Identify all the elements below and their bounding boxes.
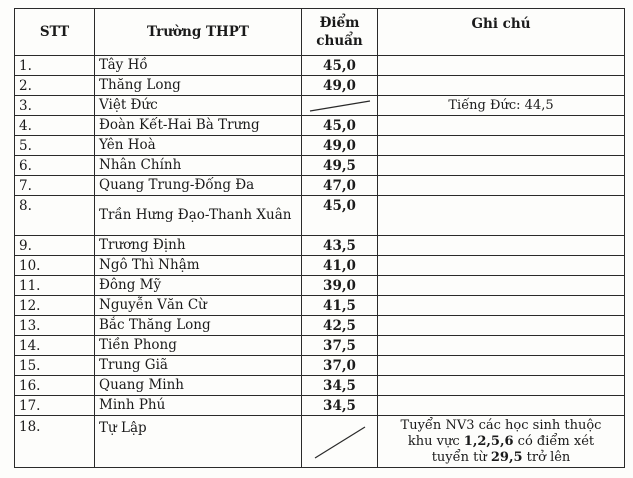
row-school: Đoàn Kết-Hai Bà Trưng — [95, 116, 302, 136]
row-score: 43,5 — [302, 236, 378, 256]
row-note — [378, 176, 625, 196]
row-school: Minh Phú — [95, 396, 302, 416]
table-row — [15, 136, 625, 156]
table-row — [15, 276, 625, 296]
row-note — [378, 156, 625, 176]
row-note — [378, 136, 625, 156]
row-score: 47,0 — [302, 176, 378, 196]
table-row — [15, 236, 625, 256]
row-score: 37,5 — [302, 336, 378, 356]
table-row — [15, 316, 625, 336]
row-note — [378, 196, 625, 236]
note-line-3-score: 29,5 — [490, 449, 523, 465]
row-score: 34,5 — [302, 396, 378, 416]
note-line-1: Tuyển NV3 các học sinh thuộc — [400, 417, 602, 433]
table-row — [15, 376, 625, 396]
table-row — [15, 176, 625, 196]
row-score: 49,5 — [302, 156, 378, 176]
row-stt: 6. — [15, 156, 95, 176]
note-line-3-pre: tuyển từ — [431, 449, 491, 465]
header-school: Trường THPT — [95, 9, 302, 56]
row-stt: 10. — [15, 256, 95, 276]
row-school: Tiền Phong — [95, 336, 302, 356]
table-row — [15, 56, 625, 76]
row-stt: 5. — [15, 136, 95, 156]
diagonal-slash-mark — [308, 99, 372, 113]
table-row — [15, 416, 625, 468]
row-score-crossed — [302, 416, 378, 468]
diagonal-slash-mark — [312, 424, 368, 460]
header-score — [302, 9, 378, 56]
header-score-line1: Điểm — [319, 15, 360, 31]
table-row — [15, 116, 625, 136]
row-stt: 11. — [15, 276, 95, 296]
header-score-line2: chuẩn — [316, 33, 363, 49]
row-school: Ngô Thì Nhậm — [95, 256, 302, 276]
row-score: 42,5 — [302, 316, 378, 336]
row-score: 34,5 — [302, 376, 378, 396]
table-row — [15, 356, 625, 376]
row-stt: 1. — [15, 56, 95, 76]
row-note — [378, 236, 625, 256]
row-school: Nhân Chính — [95, 156, 302, 176]
row-stt: 15. — [15, 356, 95, 376]
note-line-2-areas: 1,2,5,6 — [463, 433, 514, 449]
row-score: 45,0 — [302, 196, 378, 236]
row-stt: 14. — [15, 336, 95, 356]
note-line-2-pre: khu vực — [407, 433, 464, 449]
row-school: Đông Mỹ — [95, 276, 302, 296]
row-school: Tự Lập — [95, 416, 302, 468]
row-stt: 13. — [15, 316, 95, 336]
table-row — [15, 96, 625, 116]
admission-scores-table — [14, 8, 625, 468]
row-school: Nguyễn Văn Cừ — [95, 296, 302, 316]
row-score: 45,0 — [302, 56, 378, 76]
table-row — [15, 256, 625, 276]
row-note — [378, 256, 625, 276]
table-row — [15, 196, 625, 236]
row-stt: 12. — [15, 296, 95, 316]
row-stt: 3. — [15, 96, 95, 116]
row-school: Tây Hồ — [95, 56, 302, 76]
table-row — [15, 336, 625, 356]
row-stt: 7. — [15, 176, 95, 196]
note-line-3-post: trở lên — [522, 449, 571, 465]
row-school: Việt Đức — [95, 96, 302, 116]
row-score: 49,0 — [302, 136, 378, 156]
row-score: 49,0 — [302, 76, 378, 96]
row-school: Trần Hưng Đạo-Thanh Xuân — [95, 196, 302, 236]
row-score: 45,0 — [302, 116, 378, 136]
row-score-crossed — [302, 96, 378, 116]
header-stt: STT — [15, 9, 95, 56]
row-stt: 16. — [15, 376, 95, 396]
table-row — [15, 396, 625, 416]
note-line-2-post: có điểm xét — [513, 433, 595, 449]
row-school: Trương Định — [95, 236, 302, 256]
row-score: 41,5 — [302, 296, 378, 316]
row-score: 41,0 — [302, 256, 378, 276]
row-school: Quang Trung-Đống Đa — [95, 176, 302, 196]
header-row — [15, 9, 625, 56]
row-note — [378, 316, 625, 336]
row-note — [378, 276, 625, 296]
row-note — [378, 376, 625, 396]
row-stt: 9. — [15, 236, 95, 256]
row-note — [378, 336, 625, 356]
row-school: Bắc Thăng Long — [95, 316, 302, 336]
header-note: Ghi chú — [378, 9, 625, 56]
row-note — [378, 396, 625, 416]
table-row — [15, 296, 625, 316]
row-school: Thăng Long — [95, 76, 302, 96]
row-score: 37,0 — [302, 356, 378, 376]
row-score: 39,0 — [302, 276, 378, 296]
row-school: Quang Minh — [95, 376, 302, 396]
row-note — [378, 356, 625, 376]
row-note — [378, 116, 625, 136]
row-note: Tiếng Đức: 44,5 — [378, 96, 625, 116]
row-stt: 17. — [15, 396, 95, 416]
table-row — [15, 156, 625, 176]
row-stt: 2. — [15, 76, 95, 96]
row-note — [378, 76, 625, 96]
row-school: Yên Hoà — [95, 136, 302, 156]
row-stt: 8. — [15, 196, 95, 236]
row-note — [378, 296, 625, 316]
row-stt: 18. — [15, 416, 95, 468]
table-row — [15, 76, 625, 96]
row-note — [378, 56, 625, 76]
row-school: Trung Giã — [95, 356, 302, 376]
row-stt: 4. — [15, 116, 95, 136]
row-note-admission-rule — [378, 416, 625, 468]
